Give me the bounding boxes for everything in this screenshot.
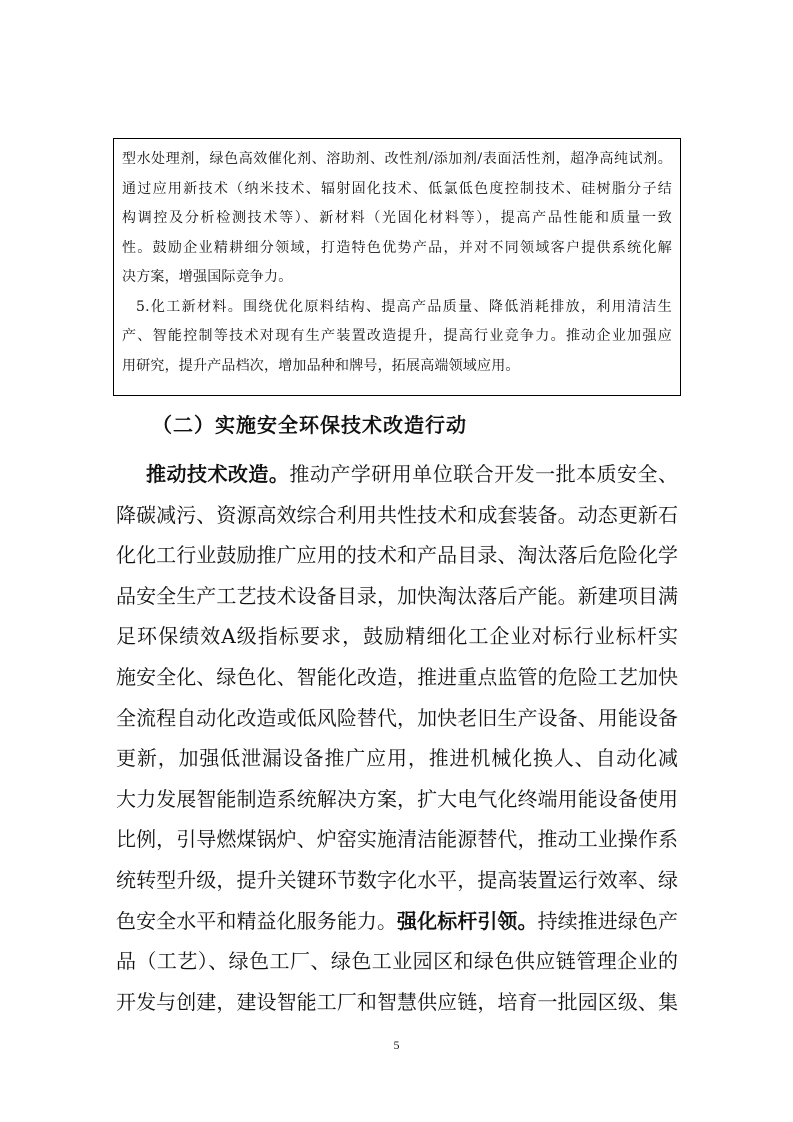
box-line-5: 决方案，增强国际竞争力。 (122, 269, 293, 285)
body-line-13: 品（工艺）、绿色工厂、绿色工业园区和绿色供应链管理企业的 (116, 949, 678, 974)
body-line-8: 更新，加强低泄漏设备推广应用，推进机械化换人、自动化减 (116, 746, 678, 771)
box-line-2: 通过应用新技术（纳米技术、辐射固化技术、低氯低色度控制技术、硅树脂分子结 (122, 180, 672, 197)
body-line-3: 化化工行业鼓励推广应用的技术和产品目录、淘汰落后危险化学 (116, 543, 678, 568)
box-line-3: 构调控及分析检测技术等）、新材料（光固化材料等），提高产品性能和质量一致 (122, 210, 672, 226)
box-line-7: 产、智能控制等技术对现有生产装置改造提升，提高行业竞争力。推动企业加强应 (122, 328, 672, 344)
body-line-12-pre: 色安全水平和精益化服务能力。 (116, 908, 398, 933)
body-line-14: 开发与创建，建设智能工厂和智慧供应链，培育一批园区级、集 (116, 989, 678, 1014)
body-line-12-post: 持续推进绿色产 (537, 908, 678, 933)
body-line-7: 全流程自动化改造或低风险替代，加快老旧生产设备、用能设备 (116, 705, 678, 730)
body-text (116, 454, 678, 1022)
body-line-1-rest: 推动产学研用单位联合开发一批本质安全、 (289, 462, 678, 486)
page-number: 5 (393, 1038, 400, 1052)
box-line-1: 型水处理剂，绿色高效催化剂、溶助剂、改性剂/添加剂/表面活性剂，超净高纯试剂。 (122, 151, 672, 167)
body-line-9: 大力发展智能制造系统解决方案，扩大电气化终端用能设备使用 (116, 786, 678, 811)
box-line-4: 性。鼓励企业精耕细分领域，打造特色优势产品，并对不同领域客户提供系统化解 (122, 239, 672, 256)
bold-lead-benchmark: 强化标杆引领。 (397, 908, 538, 933)
body-line-1 (116, 454, 678, 495)
body-line-12 (116, 901, 678, 942)
body-line-11: 统转型升级，提升关键环节数字化水平，提高装置运行效率、绿 (116, 867, 678, 892)
box-line-8: 用研究，提升产品档次，增加品种和牌号，拓展高端领域应用。 (122, 357, 520, 374)
body-line-5: 足环保绩效A级指标要求，鼓励精细化工企业对标行业标杆实 (116, 624, 678, 649)
bold-lead-tech-upgrade: 推动技术改造。 (146, 462, 290, 486)
section-heading: （二）实施安全环保技术改造行动 (152, 413, 467, 437)
body-line-10: 比例，引导燃煤锅炉、炉窑实施清洁能源替代，推动工业操作系 (116, 827, 678, 852)
boxed-note (113, 138, 681, 396)
body-line-6: 施安全化、绿色化、智能化改造，推进重点监管的危险工艺加快 (116, 664, 678, 689)
body-line-4: 品安全生产工艺技术设备目录，加快淘汰落后产能。新建项目满 (116, 583, 678, 608)
box-line-6: 5.化工新材料。围绕优化原料结构、提高产品质量、降低消耗排放，利用清洁生 (136, 298, 672, 315)
body-line-2: 降碳减污、资源高效综合利用共性技术和成套装备。动态更新石 (116, 502, 678, 527)
